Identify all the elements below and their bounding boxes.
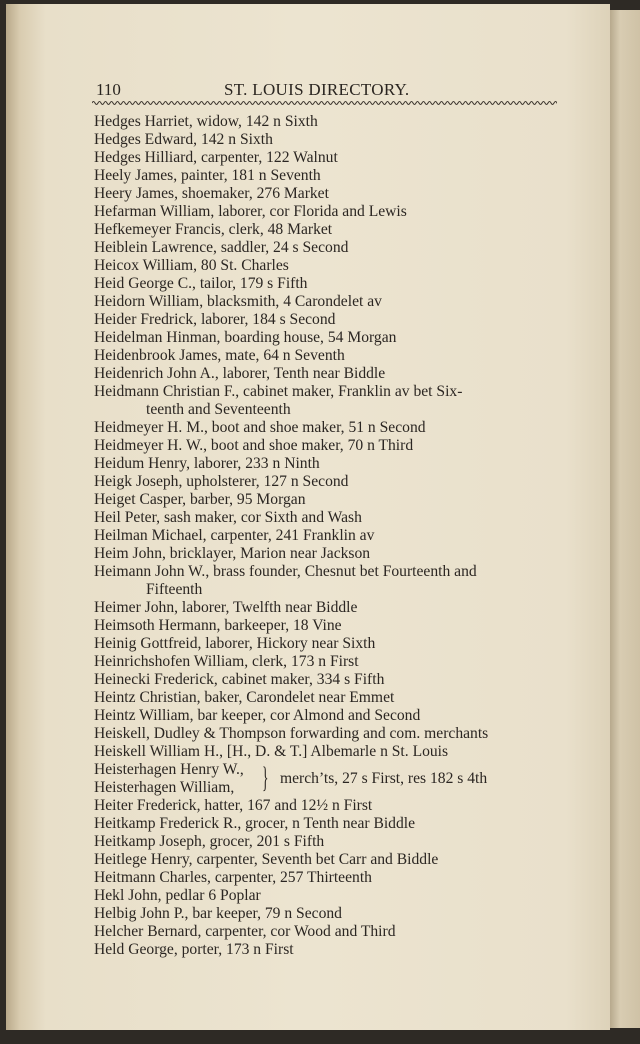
- directory-entry: Heicox William, 80 St. Charles: [94, 257, 289, 274]
- entry-continuation: Fifteenth: [146, 581, 203, 598]
- bracketed-entry: [94, 761, 564, 797]
- directory-entry: Heiskell William H., [H., D. & T.] Albemarle n St. Louis: [94, 743, 449, 760]
- directory-entry: Heidmeyer H. M., boot and shoe maker, 51 n Second: [94, 419, 426, 436]
- directory-entry: Hedges Edward, 142 n Sixth: [94, 131, 273, 148]
- directory-entries: [94, 113, 564, 959]
- directory-entry: Heiskell, Dudley & Thompson forwarding and com. merchants: [94, 725, 489, 742]
- directory-entry: Heid George C., tailor, 179 s Fifth: [94, 275, 308, 292]
- directory-entry: Heiget Casper, barber, 95 Morgan: [94, 491, 306, 508]
- directory-entry: Heigk Joseph, upholsterer, 127 n Second: [94, 473, 349, 490]
- directory-entry: Heintz Christian, baker, Carondelet near Emmet: [94, 689, 395, 706]
- entry-name: Heisterhagen Henry W.,: [94, 761, 244, 778]
- directory-entry: Heimsoth Hermann, barkeeper, 18 Vine: [94, 617, 342, 634]
- directory-entry: Heinecki Frederick, cabinet maker, 334 s Fifth: [94, 671, 385, 688]
- directory-entry: Heely James, painter, 181 n Seventh: [94, 167, 321, 184]
- shared-entry-text: merch’ts, 27 s First, res 182 s 4th: [280, 770, 488, 787]
- directory-entry: Heidorn William, blacksmith, 4 Carondelet av: [94, 293, 382, 310]
- directory-entry: Heidelman Hinman, boarding house, 54 Morgan: [94, 329, 397, 346]
- page-title: ST. LOUIS DIRECTORY.: [224, 80, 410, 99]
- directory-entry: Heinrichshofen William, clerk, 173 n First: [94, 653, 359, 670]
- directory-entry: Heintz William, bar keeper, cor Almond and Second: [94, 707, 421, 724]
- directory-entry: Hefarman William, laborer, cor Florida and Lewis: [94, 203, 407, 220]
- directory-entry: Hedges Harriet, widow, 142 n Sixth: [94, 113, 318, 130]
- directory-entry: Hefkemeyer Francis, clerk, 48 Market: [94, 221, 333, 238]
- directory-entry: Heery James, shoemaker, 276 Market: [94, 185, 329, 202]
- directory-entry: Heil Peter, sash maker, cor Sixth and Wash: [94, 509, 362, 526]
- directory-entry: Heitkamp Joseph, grocer, 201 s Fifth: [94, 833, 325, 850]
- entry-continuation: teenth and Seventeenth: [146, 401, 291, 418]
- directory-entry: Heiter Frederick, hatter, 167 and 12½ n First: [94, 797, 373, 814]
- entry-name: Heisterhagen William,: [94, 779, 235, 796]
- directory-entry: Heidmeyer H. W., boot and shoe maker, 70 n Third: [94, 437, 414, 454]
- directory-entry: Heitmann Charles, carpenter, 257 Thirteenth: [94, 869, 372, 886]
- directory-entry: Heitkamp Frederick R., grocer, n Tenth near Biddle: [94, 815, 416, 832]
- directory-entry: Hedges Hilliard, carpenter, 122 Walnut: [94, 149, 338, 166]
- directory-entry: Heiblein Lawrence, saddler, 24 s Second: [94, 239, 349, 256]
- directory-entry: Helbig John P., bar keeper, 79 n Second: [94, 905, 342, 922]
- directory-entry: Heim John, bricklayer, Marion near Jackson: [94, 545, 371, 562]
- directory-entry: Heidum Henry, laborer, 233 n Ninth: [94, 455, 320, 472]
- directory-entry: Heidenrich John A., laborer, Tenth near Biddle: [94, 365, 386, 382]
- page-number: 110: [96, 80, 121, 99]
- directory-entry: Heider Fredrick, laborer, 184 s Second: [94, 311, 336, 328]
- brace: }: [262, 761, 269, 794]
- directory-entry: Heimer John, laborer, Twelfth near Biddle: [94, 599, 358, 616]
- directory-entry: Hekl John, pedlar 6 Poplar: [94, 887, 261, 904]
- directory-entry: Heilman Michael, carpenter, 241 Franklin av: [94, 527, 375, 544]
- directory-entry: Helcher Bernard, carpenter, cor Wood and Third: [94, 923, 396, 940]
- directory-entry: Heitlege Henry, carpenter, Seventh bet Carr and Biddle: [94, 851, 439, 868]
- directory-entry: Heimann John W., brass founder, Chesnut bet Fourteenth and: [94, 563, 477, 580]
- directory-entry: Heidenbrook James, mate, 64 n Seventh: [94, 347, 345, 364]
- directory-entry: Heidmann Christian F., cabinet maker, Franklin av bet Six-: [94, 383, 463, 400]
- directory-entry: Held George, porter, 173 n First: [94, 941, 294, 958]
- next-page-edge: [610, 10, 640, 1028]
- directory-entry: Heinig Gottfreid, laborer, Hickory near Sixth: [94, 635, 376, 652]
- wavy-rule: [92, 99, 557, 107]
